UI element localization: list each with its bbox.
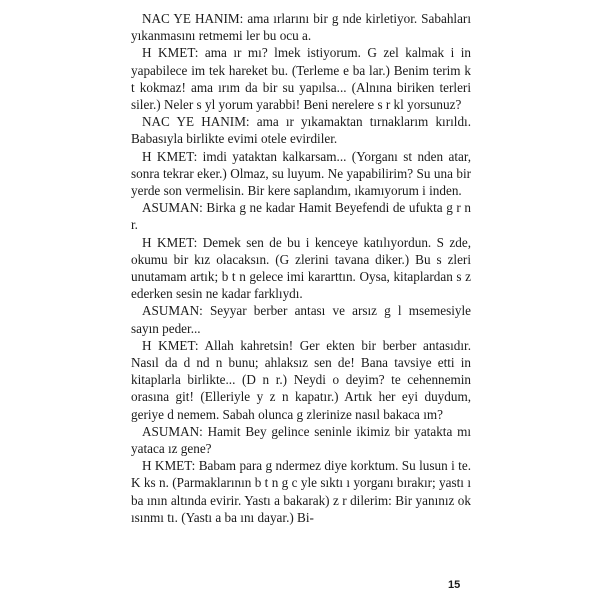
dialogue-paragraph: H KMET: imdi yataktan kalkarsam... (Yorganı st nden atar, sonra tekrar eker.) Olmaz, su luyum. Ne yapabilirim? Su una bir yerde son vermelisin. Bir kere saplandım, ıkamıyorum i inden. bbox=[131, 148, 471, 199]
page-number: 15 bbox=[448, 579, 461, 591]
book-page-text bbox=[131, 10, 471, 526]
dialogue-paragraph: ASUMAN: Hamit Bey gelince seninle ikimiz bir yatakta mı yataca ız gene? bbox=[131, 423, 471, 457]
dialogue-paragraph: NAC YE HANIM: ama ırlarını bir g nde kirletiyor. Sabahları yıkanmasını retmemi ler bu ocu a. bbox=[131, 11, 471, 44]
dialogue-paragraph: H KMET: Babam para g ndermez diye korktum. Su lusun i te. K ks n. (Parmaklarının b t n g c yle sıktı ı yorganı bırakır; yastı ı ba ının altında evirir. Yastı a bakarak) z r dilerim: Bir yanınız ok ısınmı tı. (Yastı a ba ını dayar.) Bi- bbox=[131, 458, 471, 525]
dialogue-paragraph: NAC YE HANIM: ama ır yıkamaktan tırnaklarım kırıldı. Babasıyla birlikte evimi otele evirdiler. bbox=[131, 114, 471, 147]
dialogue-paragraph: H KMET: Demek sen de bu i kenceye katılıyordun. S zde, okumu bir kız olacaksın. (G zlerini tavana diker.) Bu s zleri unutamam artık; b t n gelece imi kararttın. Oysa, kitaplardan s z ederken sesin ne kadar farklıydı. bbox=[131, 234, 471, 302]
dialogue-paragraph: ASUMAN: Birka g ne kadar Hamit Beyefendi de ufukta g r n r. bbox=[131, 200, 471, 233]
dialogue-paragraph: H KMET: ama ır mı? lmek istiyorum. G zel kalmak i in yapabilece im tek hareket bu. (Terleme e ba lar.) Benim terim k t kokmaz! ama ırım da bir su yapılsa... (Alnına biriken terleri siler.) Neler s yl yorum yarabbi! Beni nerelere s r kl yorsunuz? bbox=[131, 45, 471, 113]
dialogue-paragraph: ASUMAN: Seyyar berber antası ve arsız g l msemesiyle sayın peder... bbox=[131, 303, 471, 336]
dialogue-paragraph: H KMET: Allah kahretsin! Ger ekten bir berber antasıdır. Nasıl da d nd n bunu; ahlaksız sen de! Bana tavsiye etti in kitaplarla birlikte... (D n r.) Neydi o deyim? te cehennemin orasına git! (Elleriyle y z n kapatır.) Artık her eyi duydum, geriye d nemem. Sabah olunca g zlerinize nasıl bakaca ım? bbox=[131, 337, 471, 422]
